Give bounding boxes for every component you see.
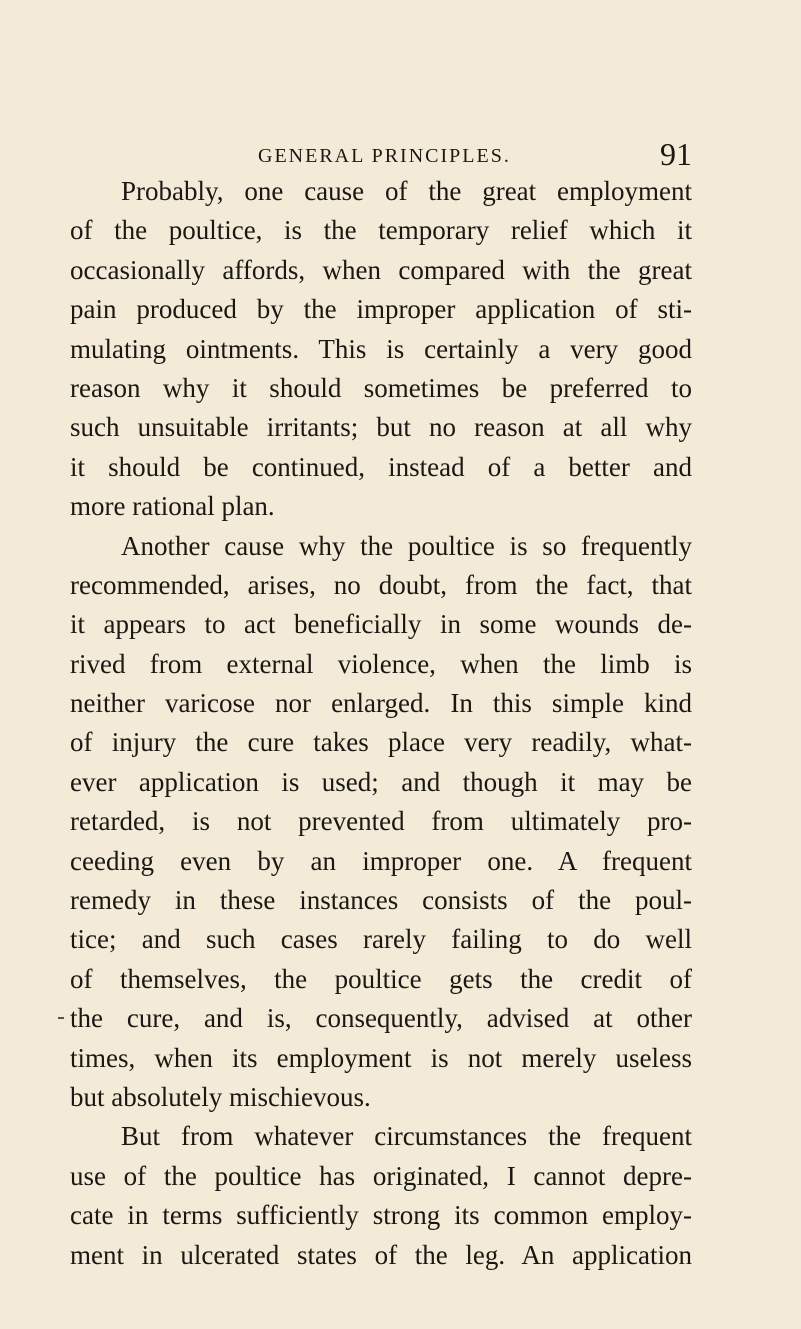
text-line: cate in terms sufficiently strong its common employ- [70, 1200, 692, 1231]
text-line: the cure, and is, consequently, advised at other [70, 1003, 692, 1034]
text-line: reason why it should sometimes be preferred to [70, 372, 692, 403]
text-line: of injury the cure takes place very readily, what- [70, 727, 692, 758]
margin-mark [58, 1017, 64, 1019]
text-line: tice; and such cases rarely failing to do well [70, 924, 692, 955]
body-text [70, 172, 692, 1275]
text-line: ceeding even by an improper one. A frequent [70, 845, 692, 876]
text-line: ever application is used; and though it may be [70, 766, 692, 797]
text-line: retarded, is not prevented from ultimately pro- [70, 806, 692, 837]
text-line: But from whatever circumstances the frequent [121, 1121, 692, 1152]
text-line: rived from external violence, when the limb is [70, 648, 692, 679]
text-line: such unsuitable irritants; but no reason at all why [70, 412, 692, 443]
text-line: occasionally affords, when compared with the great [70, 254, 692, 285]
text-line: recommended, arises, no doubt, from the fact, that [70, 569, 692, 600]
text-line: Another cause why the poultice is so frequently [121, 530, 692, 561]
text-line: but absolutely mischievous. [70, 1081, 371, 1112]
text-line: Probably, one cause of the great employment [121, 176, 692, 206]
text-line: of themselves, the poultice gets the credit of [70, 963, 692, 994]
running-head: GENERAL PRINCIPLES. [258, 145, 511, 167]
text-line: pain produced by the improper application of sti- [70, 294, 692, 325]
text-line: it should be continued, instead of a better and [70, 451, 692, 482]
text-line: more rational plan. [70, 491, 275, 522]
text-line: it appears to act beneficially in some wounds de- [70, 609, 692, 640]
text-line: of the poultice, is the temporary relief which it [70, 215, 692, 246]
text-line: times, when its employment is not merely useless [70, 1042, 692, 1073]
text-line: neither varicose nor enlarged. In this simple kind [70, 688, 692, 719]
page-header [70, 136, 692, 172]
text-line: use of the poultice has originated, I cannot depre- [70, 1160, 692, 1191]
text-line: mulating ointments. This is certainly a very good [70, 333, 692, 364]
text-line: remedy in these instances consists of the poul- [70, 885, 692, 916]
page-number: 91 [660, 136, 692, 172]
text-line: ment in ulcerated states of the leg. An application [70, 1239, 692, 1270]
